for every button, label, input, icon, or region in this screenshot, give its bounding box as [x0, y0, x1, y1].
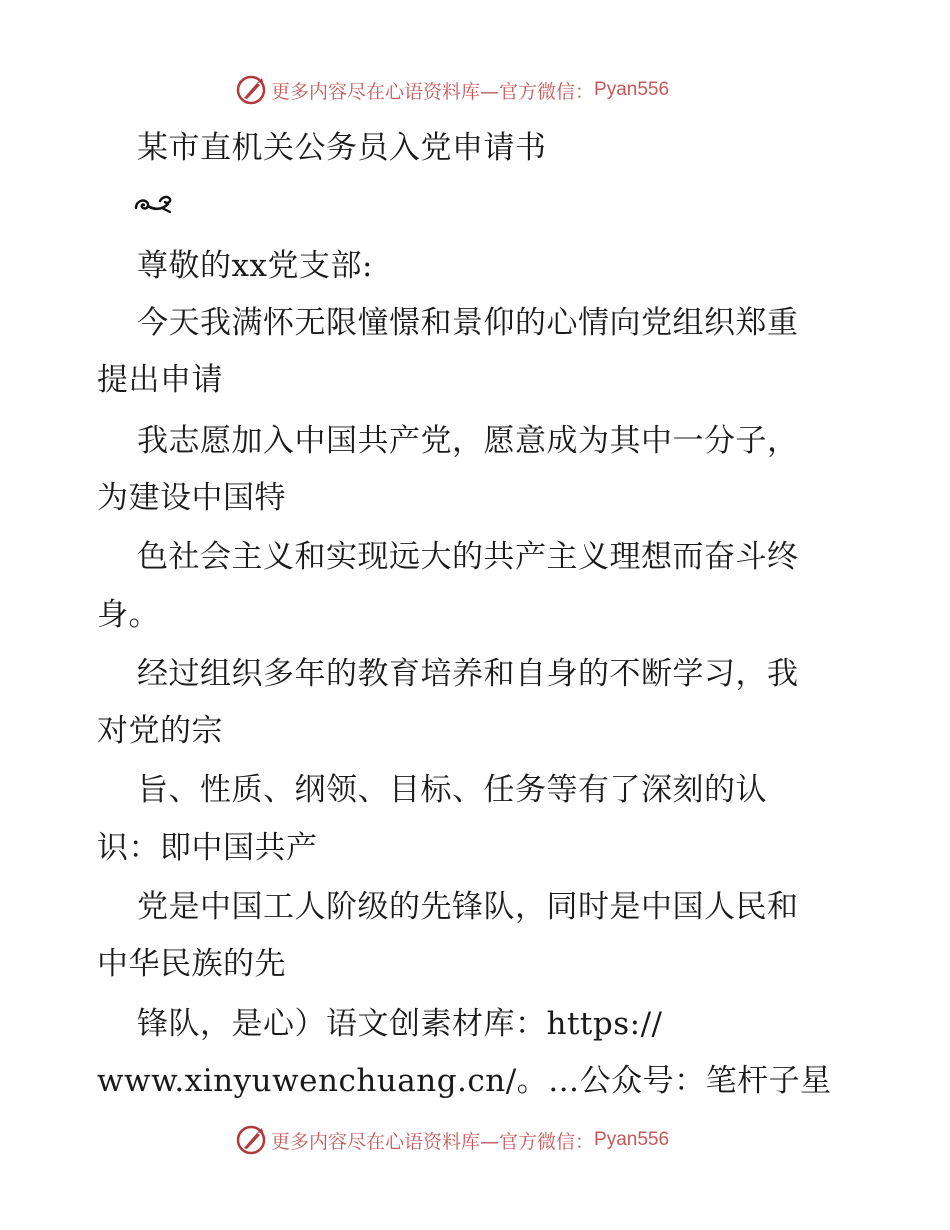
document-title: 某市直机关公务员入党申请书 — [137, 130, 547, 166]
header-wechat-id: Pyan556 — [594, 79, 670, 100]
body-line: 经过组织多年的教育培养和自身的不断学习，我 — [137, 656, 799, 692]
quill-logo-icon — [235, 74, 267, 106]
quill-logo-icon — [235, 1124, 267, 1156]
body-line: 中华民族的先 — [97, 946, 286, 982]
header-banner — [235, 72, 715, 108]
footer-wechat-id: Pyan556 — [594, 1129, 670, 1150]
body-line: 识：即中国共产 — [97, 830, 318, 866]
body-line: 色社会主义和实现远大的共产主义理想而奋斗终 — [137, 539, 799, 575]
footer-banner-text: 更多内容尽在心语资料库—官方微信： — [271, 1130, 595, 1153]
body-line: 提出申请 — [97, 362, 223, 398]
body-line: 今天我满怀无限憧憬和景仰的心情向党组织郑重 — [137, 305, 799, 341]
curl-ornament-icon — [132, 192, 174, 218]
body-line: www.xinyuwenchuang.cn/。…公众号：笔杆子星 — [97, 1063, 832, 1099]
body-line: 身。 — [97, 597, 160, 633]
header-banner-text: 更多内容尽在心语资料库—官方微信： — [271, 80, 595, 103]
body-line: 旨、性质、纲领、目标、任务等有了深刻的认 — [137, 772, 767, 808]
footer-banner — [235, 1122, 715, 1158]
body-line: 我志愿加入中国共产党，愿意成为其中一分子， — [137, 423, 799, 459]
body-line: 对党的宗 — [97, 713, 223, 749]
body-line: 为建设中国特 — [97, 480, 286, 516]
body-line: 锋队，是心）语文创素材库：https:// — [137, 1006, 663, 1042]
body-line: 党是中国工人阶级的先锋队，同时是中国人民和 — [137, 889, 799, 925]
salutation: 尊敬的xx党支部: — [137, 248, 373, 284]
